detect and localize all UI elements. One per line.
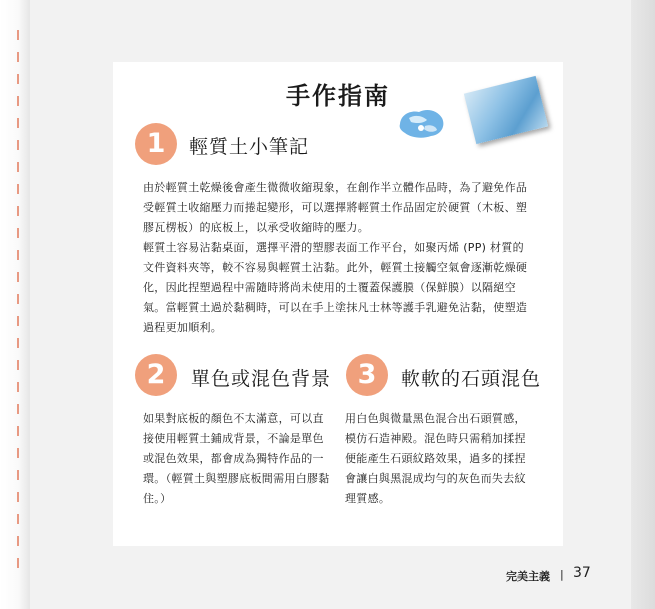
previous-page-edge [0, 0, 30, 609]
section-2-number-badge: 2 [135, 354, 177, 396]
page-edge-stripe [17, 30, 19, 580]
footer-separator: | [560, 568, 564, 581]
section-1-paragraph-2: 輕質土容易沾黏桌面，選擇平滑的塑膠表面工作平台，如聚丙烯 (PP) 材質的文件資料夾等，較不容易與輕質土沾黏。此外，輕質土接觸空氣會逐漸乾燥硬化，因此捏塑過程中需隨時將尚未使用的土覆蓋保護膜（保鮮膜）以隔絕空氣。當輕質土過於黏稠時，可以在手上塗抹凡士林等護手乳避免沾黏，使塑造過程更加順利。 [143, 241, 528, 334]
section-2-paragraph: 如果對底板的顏色不太滿意，可以直接使用輕質土鋪成背景，不論是單色或混色效果，都會成為獨特作品的一環。（輕質土與塑膠底板間需用白膠黏住。） [143, 412, 330, 505]
section-1-heading: 輕質土小筆記 [189, 136, 310, 158]
section-1-number-badge: 1 [135, 123, 177, 165]
page-title: 手作指南 [286, 82, 390, 110]
guide-panel [113, 62, 563, 546]
footer-book-title: 完美主義 [506, 570, 550, 583]
section-3-paragraph: 用白色與微量黑色混合出石頭質感，模仿石造神殿。混色時只需稍加揉捏便能產生石頭紋路效果，過多的揉捏會讓白與黑混成均勻的灰色而失去紋理質感。 [345, 412, 526, 505]
section-1-paragraph-1: 由於輕質土乾燥後會產生微微收縮現象，在創作半立體作品時，為了避免作品受輕質土收縮壓力而捲起變形，可以選擇將輕質土作品固定於硬質（木板、塑膠瓦楞板）的底板上，以承受收縮時的壓力。 [143, 181, 528, 234]
section-2-heading: 單色或混色背景 [191, 368, 332, 390]
section-3-heading: 軟軟的石頭混色 [401, 368, 542, 390]
next-page-edge [631, 0, 655, 609]
section-3-number-badge: 3 [346, 354, 388, 396]
blue-clay-piece-illustration [397, 106, 447, 140]
page-number: 37 [573, 565, 591, 581]
